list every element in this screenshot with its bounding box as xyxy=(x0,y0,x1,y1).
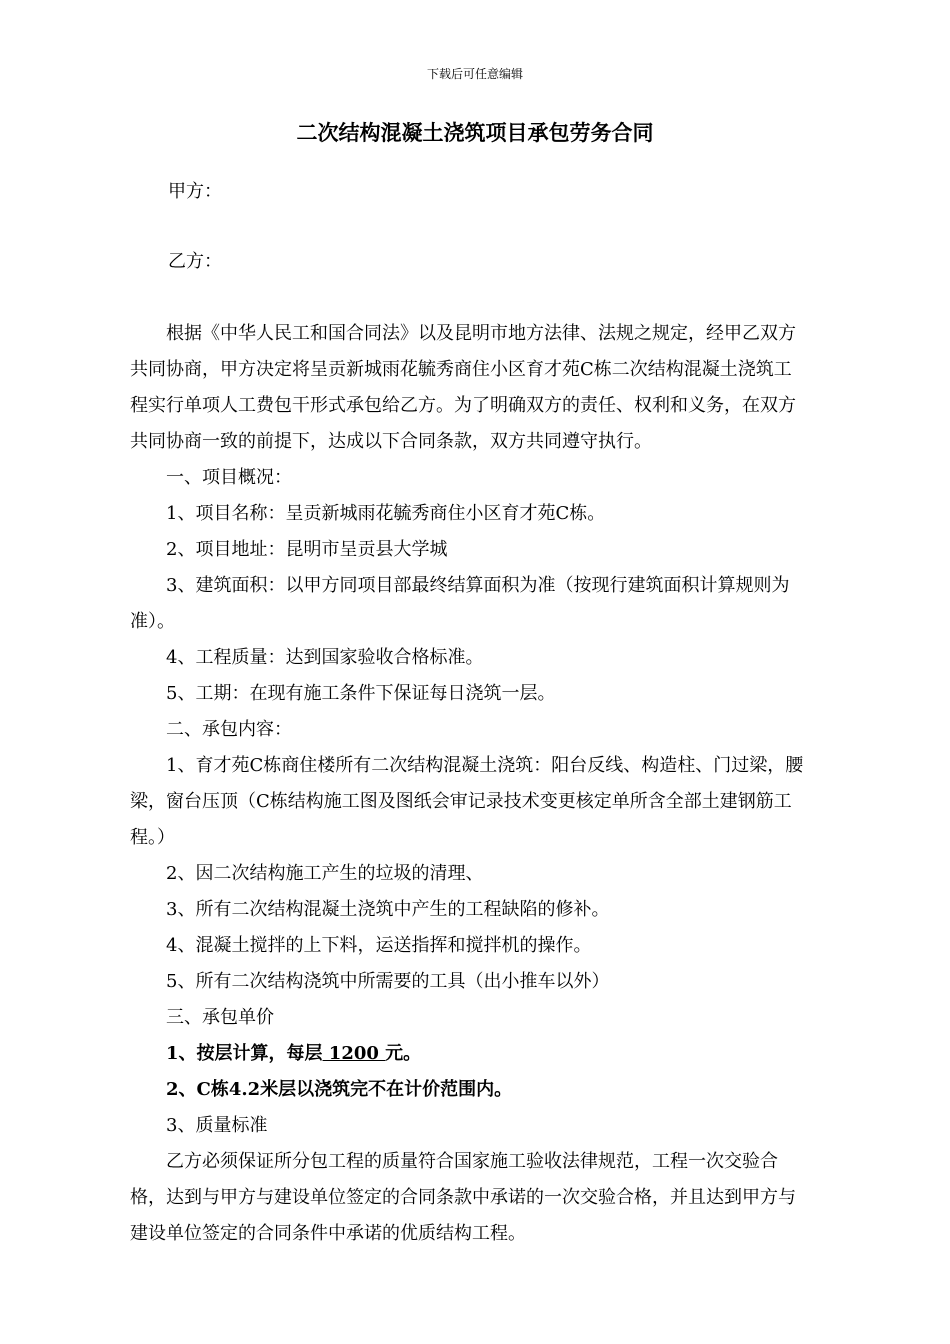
section1-item-name: 1、项目名称：呈贡新城雨花毓秀商住小区育才苑C栋。 xyxy=(166,503,606,524)
section2-item-2: 2、因二次结构施工产生的垃圾的清理、 xyxy=(166,863,484,884)
section2-item-1: 1、育才苑C栋商住楼所有二次结构混凝土浇筑：阳台反线、构造柱、门过梁，腰梁，窗台压顶（C栋结构施工图及图纸会审记录技术变更核定单所含全部土建钢筋工程。） xyxy=(130,755,804,848)
party-a-label: 甲方： xyxy=(168,181,222,202)
header-note: 下载后可任意编辑 xyxy=(426,67,523,81)
section1-item-schedule: 5、工期：在现有施工条件下保证每日浇筑一层。 xyxy=(166,683,556,704)
price-prefix: 1、按层计算，每层 xyxy=(166,1043,323,1064)
section1-item-address: 2、项目地址：昆明市呈贡县大学城 xyxy=(166,539,448,560)
quality-standard-paragraph: 乙方必须保证所分包工程的质量符合国家施工验收法律规范，工程一次交验合格，达到与甲方与建设单位签定的合同条款中承诺的一次交验合格，并且达到甲方与建设单位签定的合同条件中承诺的优质结构工程。 xyxy=(130,1151,796,1244)
section2-heading: 二、承包内容： xyxy=(166,719,292,740)
section2-item-4: 4、混凝土搅拌的上下料，运送指挥和搅拌机的操作。 xyxy=(166,935,592,956)
section3-item-2: 2、C栋4.2米层以浇筑完不在计价范围内。 xyxy=(166,1079,513,1100)
section1-item-quality: 4、工程质量：达到国家验收合格标准。 xyxy=(166,647,484,668)
section2-item-5: 5、所有二次结构浇筑中所需要的工具（出小推车以外） xyxy=(166,971,610,992)
price-suffix: 元。 xyxy=(385,1043,422,1064)
section1-heading: 一、项目概况： xyxy=(166,467,292,488)
section2-item-3: 3、所有二次结构混凝土浇筑中产生的工程缺陷的修补。 xyxy=(166,899,610,920)
contract-body xyxy=(130,316,806,1252)
document-title: 二次结构混凝土浇筑项目承包劳务合同 xyxy=(296,120,654,145)
section1-item-area: 3、建筑面积：以甲方同项目部最终结算面积为准（按现行建筑面积计算规则为准）。 xyxy=(130,575,790,632)
preamble-paragraph: 根据《中华人民工和国合同法》以及昆明市地方法律、法规之规定，经甲乙双方共同协商，甲方决定将呈贡新城雨花毓秀商住小区育才苑C栋二次结构混凝土浇筑工程实行单项人工费包干形式承包给乙方。为了明确双方的责任、权利和义务，在双方共同协商一致的前提下，达成以下合同条款，双方共同遵守执行。 xyxy=(130,323,796,452)
price-amount: 1200 xyxy=(322,1043,386,1064)
party-b-label: 乙方： xyxy=(168,251,222,272)
section3-item-3: 3、质量标准 xyxy=(166,1115,268,1136)
section3-item-1 xyxy=(130,1036,806,1072)
section3-heading: 三、承包单价 xyxy=(166,1007,274,1028)
